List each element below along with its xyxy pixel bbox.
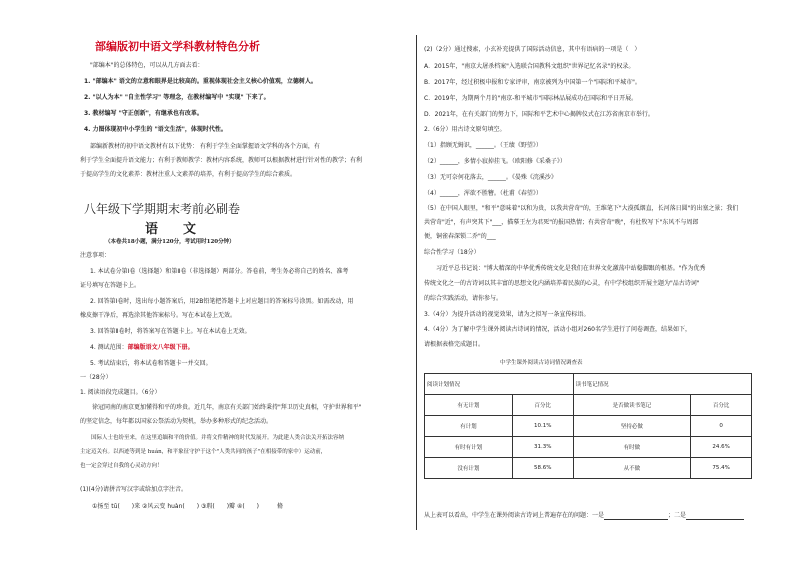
table-row bbox=[425, 458, 752, 479]
comprehensive-line-2: 传统文化之一的古诗词以其丰富的思想文化内涵培养着民族的心灵，有中学校组织开展主题为"品古诗词" bbox=[424, 280, 700, 287]
question-1-line-2: 的坚定信念，每年都以国家公祭活动为契机，举办多种形式的纪念活动。 bbox=[80, 418, 273, 425]
notice-2b: 橡皮擦干净后，再选涂其他答案标号。写在本试卷上无效。 bbox=[80, 312, 237, 319]
feature-point-2: 2. "以人为本" "自主性学习" 等理念，在教材编写中 "实现" 下来了。 bbox=[84, 94, 270, 101]
exam-title: 八年级下学期期末考前必刷卷 bbox=[84, 202, 241, 216]
table-cell: 10.1% bbox=[512, 416, 573, 437]
survey-table bbox=[424, 373, 752, 479]
test-range-value: 部编版语文八年级下册。 bbox=[127, 344, 194, 351]
analysis-title: 部编版初中语文学科教材特色分析 bbox=[95, 40, 260, 53]
question-2-heading: (2)（2分）通过搜索，小玄补充提供了国际活动信息，其中有语病的一项是（ ） bbox=[424, 46, 641, 53]
table-cell: 有计划 bbox=[425, 416, 513, 437]
poem-fill-1: （1）指顾无姆识，______。（王绩《野望》） bbox=[424, 142, 542, 149]
subject-title: 语 文 bbox=[145, 222, 203, 237]
advantage-line-2: 利于学生全面提升语文能力；有利于教师教学：教材内容系统，教师可以根据教材进行针对性的教学；有利 bbox=[80, 157, 363, 164]
question-1a-items: ①扬至 tū( )来 ②风云变 huàn( ) ③瑕( )瓣 ④( ) 脩 bbox=[92, 503, 284, 510]
table-caption: 中学生课外阅读古诗词情况调查表 bbox=[500, 360, 583, 366]
question-1a: (1)(4分)请拼音写汉字或给加点字注音。 bbox=[80, 486, 187, 493]
poem-fill-2: （2）______，多情小寂掉挂飞。（欧阳修《采桑子》） bbox=[424, 158, 566, 165]
table-cell: 没有计划 bbox=[425, 458, 513, 479]
conclusion-text-1: 从上表可以看出，中学生在课外阅读古诗词上普遍存在的问题：一是 bbox=[424, 512, 605, 519]
conclusion-line bbox=[424, 512, 744, 520]
table-subheader-notes: 是否做读书笔记 bbox=[573, 395, 691, 416]
table-cell: 坚持必做 bbox=[573, 416, 691, 437]
feature-point-1: 1. "部编本" 语文的立意和眼界是比较高的。重视体现社会主义核心价值观，立德树人。 bbox=[84, 78, 317, 85]
poem-fill-5a: （5）在中国人眼里，"和平"意味着"以和为贵，以我共营奇"的，王维笔下"大漠孤烟直，长河落日圆"的出塞之景；我们 bbox=[424, 205, 739, 212]
table-row bbox=[425, 437, 752, 458]
answer-blank-1[interactable] bbox=[604, 513, 668, 520]
poem-fill-5c: 便，铜雀春深锁二乔"的___ bbox=[424, 233, 496, 240]
table-subheader-plan: 有无计划 bbox=[425, 395, 513, 416]
table-cell: 75.4% bbox=[691, 458, 752, 479]
option-b: B．2017年，经过积极申报和专家评审，南京被列为中国第一个"国际和平城市"。 bbox=[424, 79, 641, 86]
notice-2a: 2. 回答第Ⅰ卷时，选出每小题答案后，用2B铅笔把答题卡上对应题目的答案标号涂黑。如需改动，用 bbox=[90, 298, 354, 305]
table-cell: 24.6% bbox=[691, 437, 752, 458]
question-1-line-3: 国际人士也纷至来，在这里追缅和平的价值。并将文件精神的时代发展开。为此建人类合法关开拓法容纳 bbox=[80, 435, 345, 441]
table-subheader-percent-2: 百分比 bbox=[691, 395, 752, 416]
notice-1a: 1. 本试卷分第Ⅰ卷（选择题）和第Ⅱ卷（非选择题）两部分。答卷前，考生务必将自己的姓名、准考 bbox=[90, 268, 349, 275]
table-cell: 58.6% bbox=[512, 458, 573, 479]
comprehensive-heading: 综合性学习（18分） bbox=[424, 249, 480, 256]
feature-point-4: 4. 力图体现初中小学生的 "语文生活"，体现时代性。 bbox=[84, 126, 227, 133]
advantage-line-1: 部编新教材的初中语文教材有以下优势： 有利于学生全面掌握语文学科的各个方面，有 bbox=[90, 143, 320, 150]
option-a: A．2015年，"南京大屠杀档案"入选联合国教科文组织"世界记忆名录"的权录。 bbox=[424, 63, 635, 70]
question-4-line-1: 4.（4分）为了解中学生课外阅读古诗词的情况，活动小组对260名学生进行了问卷调查，结果如下， bbox=[424, 326, 691, 333]
feature-point-3: 3. 教材编写 "守正创新"，有继承也有改革。 bbox=[84, 110, 203, 117]
notice-4-label: 4. 测试范围： bbox=[90, 344, 128, 351]
table-subheader-percent: 百分比 bbox=[512, 395, 573, 416]
table-cell: 0 bbox=[691, 416, 752, 437]
notice-4 bbox=[90, 344, 194, 352]
question-1-line-4: 主定迈关有。以西迹等到是 huán，和平象征守护于这个"人类共同的孩子"在相接带的家中）运动前， bbox=[80, 449, 327, 455]
table-cell: 从不做 bbox=[573, 458, 691, 479]
option-c: C．2019年，为期两个月的"南京-和平城市"国际林品展成功在国际和平日开展。 bbox=[424, 95, 638, 102]
conclusion-text-2: ；二是 bbox=[668, 512, 687, 519]
notice-3: 3. 回答第Ⅱ卷时，将答案写在答题卡上。写在本试卷上无效。 bbox=[90, 328, 251, 335]
intro-text: "部编本"的总体特色，可以从几方面去看： bbox=[90, 62, 204, 69]
table-cell: 有时做 bbox=[573, 437, 691, 458]
poem-fill-4: （4）______，浑欲不胜簪。（杜甫《春望》） bbox=[424, 190, 542, 197]
notice-heading: 注意事项： bbox=[80, 252, 111, 259]
notice-1b: 证号填写在答题卡上。 bbox=[80, 282, 141, 289]
exam-info: （本卷共18小题，满分120分，考试用时120分钟） bbox=[105, 239, 235, 245]
comprehensive-line-1: 习近平总书记说："博大精深的中华优秀传统文化是我们在世界文化激荡中站稳脚跟的根基。"作为优秀 bbox=[424, 265, 706, 272]
table-row bbox=[425, 416, 752, 437]
question-2b-heading: 2.（6分）用古诗文原句填空。 bbox=[424, 126, 506, 133]
table-header-plan: 阅读计划情况 bbox=[425, 374, 574, 395]
section-one-heading: 一（28分） bbox=[80, 374, 112, 381]
poem-fill-3: （3）无可奈何花落去，______。《晏殊《浣溪沙》 bbox=[424, 174, 557, 181]
notice-5: 5. 考试结束后，将本试卷和答题卡一并交回。 bbox=[90, 360, 212, 367]
advantage-line-3: 于提高学生的文化素养：教材注重人文素养的培养，有利于提高学生的综合素质。 bbox=[80, 171, 297, 178]
answer-blank-2[interactable] bbox=[686, 513, 744, 520]
question-3: 3.（4分）为提升活动的视觉效果，请为之拟写一条宣传标语。 bbox=[424, 311, 590, 318]
question-1-line-1: 徐冠同南的南京更加懂得和平的珍贵。近几年，南京有关部门始终秉持"拜卫历史真相，守护世界和平" bbox=[80, 404, 362, 411]
table-header-notes: 读书笔记情况 bbox=[573, 374, 751, 395]
column-divider bbox=[416, 35, 417, 530]
option-d: D．2021年，在有关部门的努力下，国际和平艺术中心揭牌仪式在江苏省南京市举行。 bbox=[424, 111, 654, 118]
question-1-line-5: 也一定会穿过自我的心灵动方向！ bbox=[80, 463, 163, 469]
question-1-heading: 1. 阅读语段完成题目。（6分） bbox=[80, 389, 161, 396]
poem-fill-5b: 共营奇"近"，有声突其下"___，描摹王左为君死"的报国热情；有共营奇"晚"，有杜牧写下"东风不与周郎 bbox=[424, 219, 699, 226]
table-cell: 31.3% bbox=[512, 437, 573, 458]
comprehensive-line-3: 的综合实践活动，请你参与。 bbox=[424, 295, 503, 302]
question-4-line-2: 请根据表格完成题目。 bbox=[424, 341, 485, 348]
table-cell: 有时有计划 bbox=[425, 437, 513, 458]
